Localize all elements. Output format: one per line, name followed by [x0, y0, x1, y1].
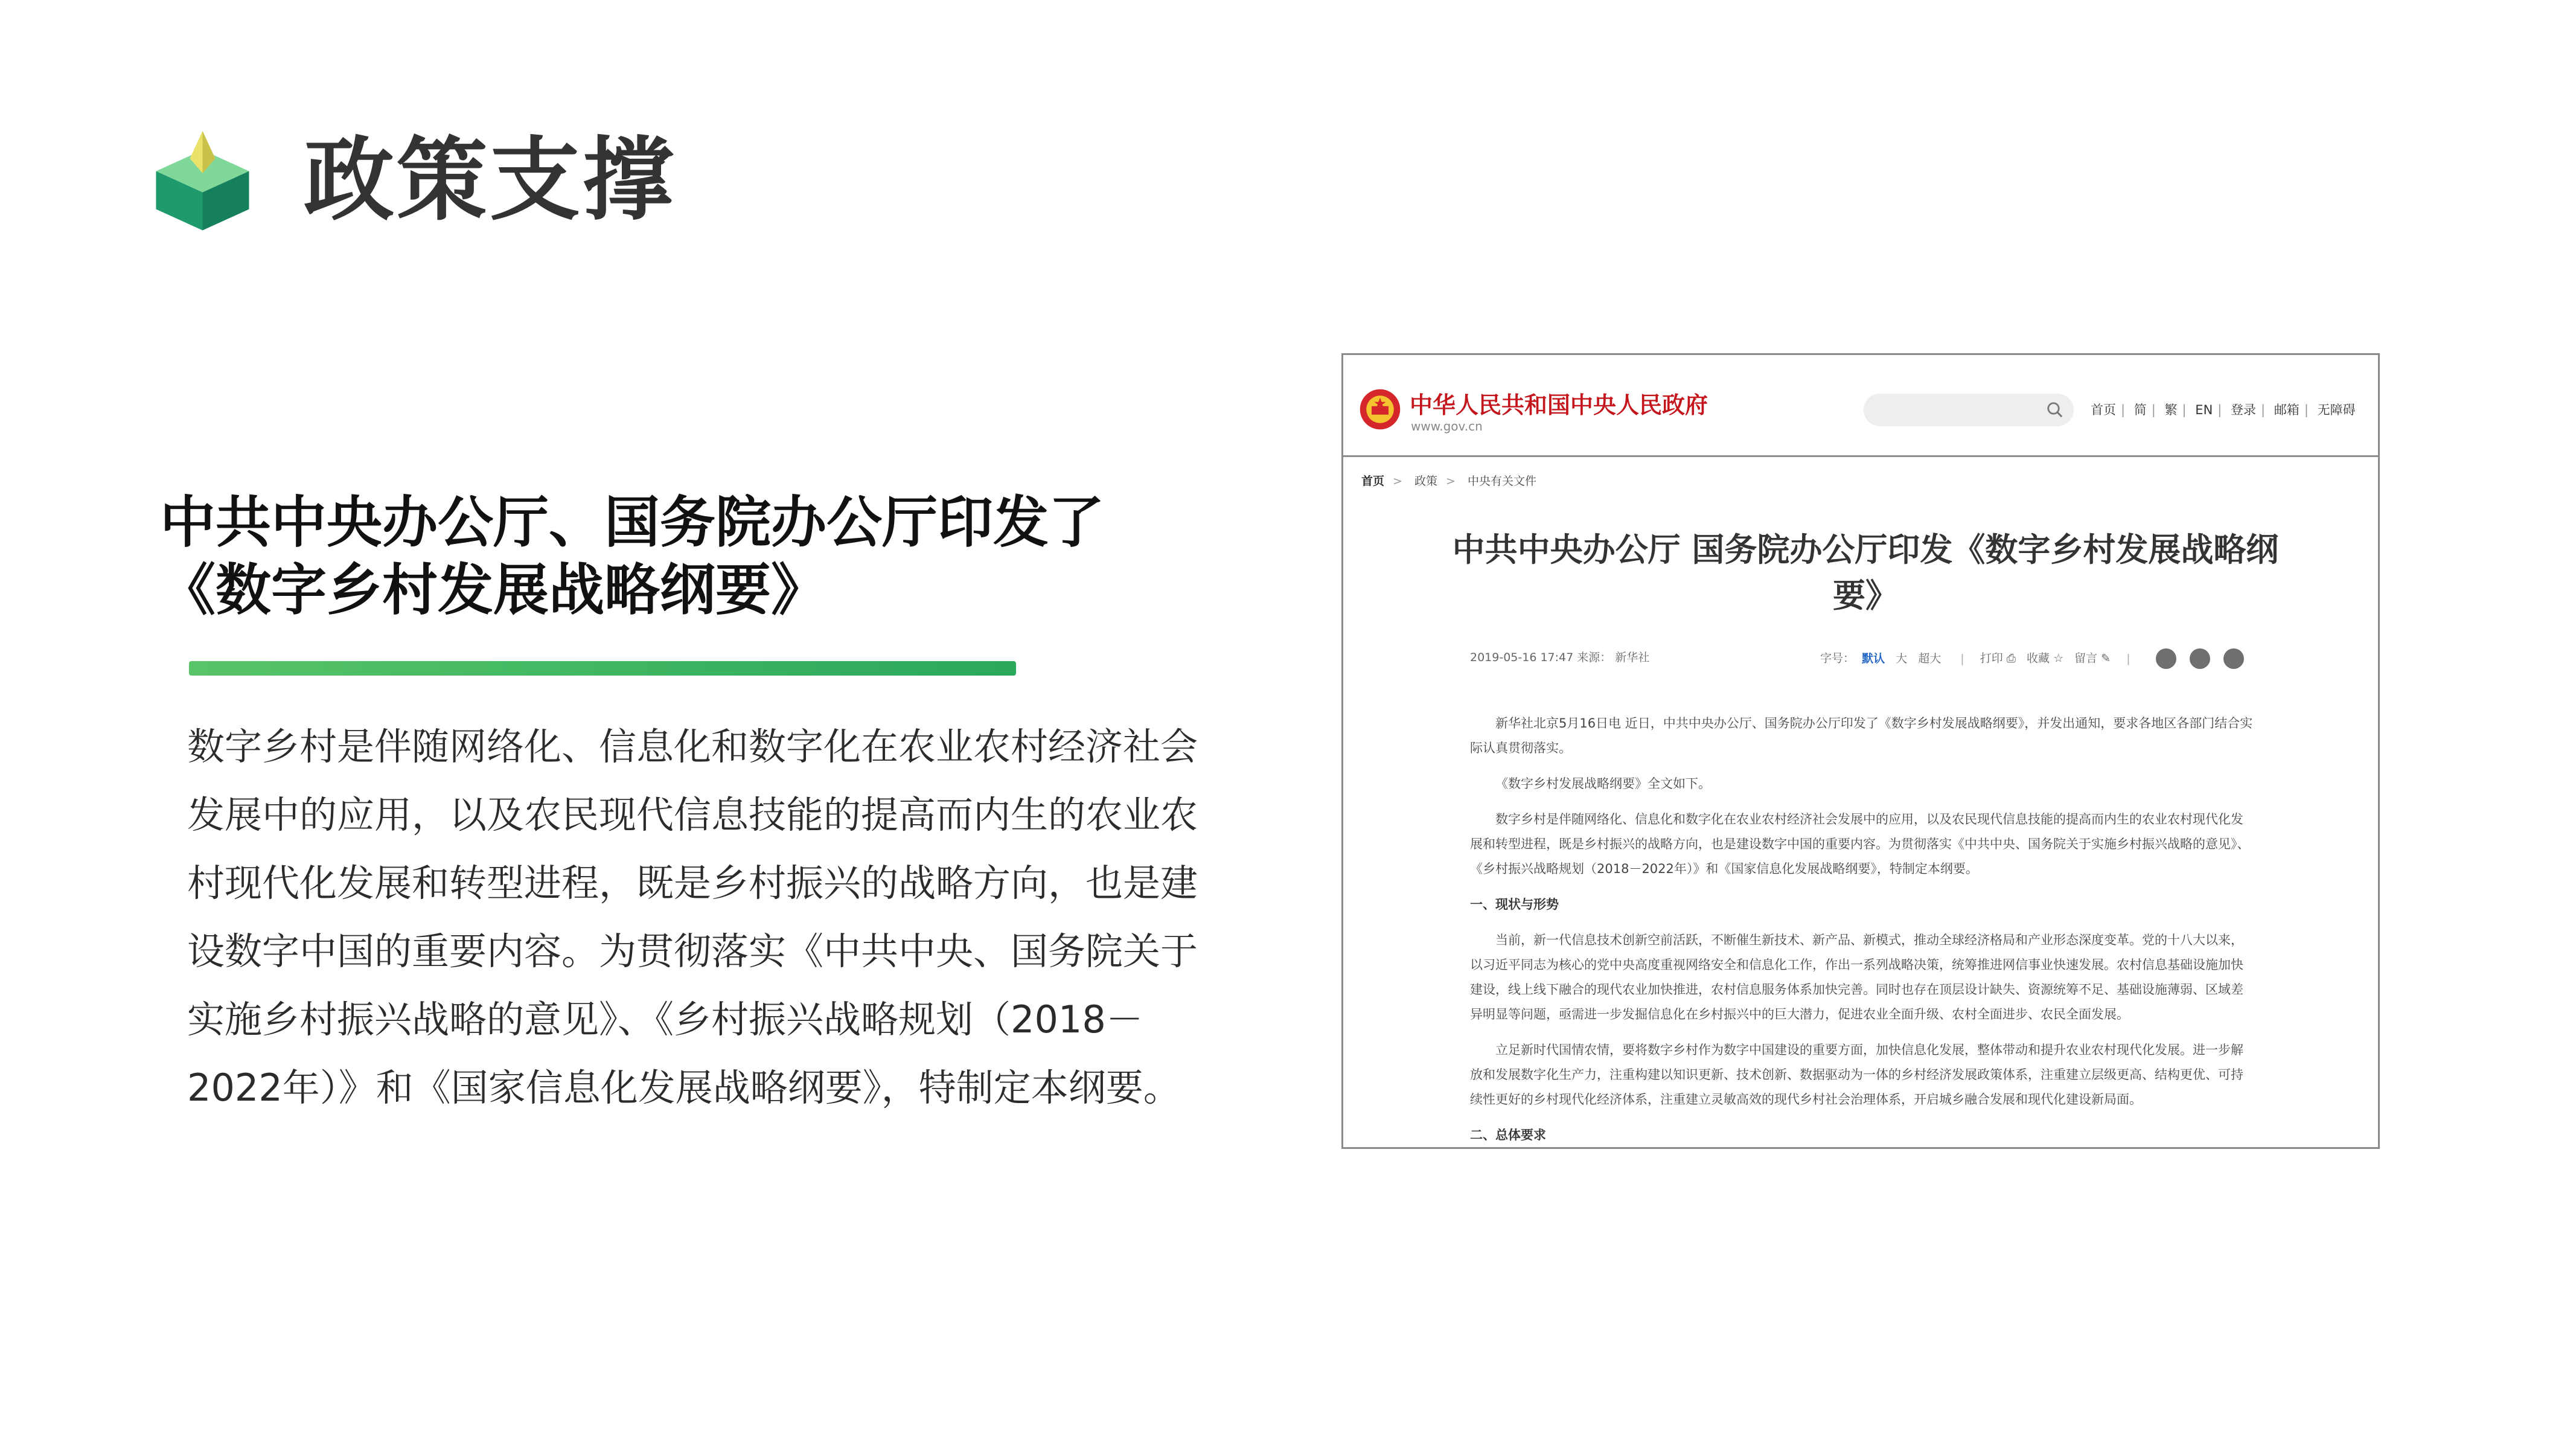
- print-button[interactable]: 打印: [1980, 651, 2003, 665]
- top-link-home[interactable]: 首页: [2091, 403, 2116, 417]
- policy-heading: [160, 489, 1150, 624]
- accent-bar: [189, 661, 1016, 676]
- weibo-icon[interactable]: [2156, 648, 2176, 669]
- breadcrumb-home[interactable]: 首页: [1361, 475, 1385, 488]
- font-size-label: 字号：: [1820, 651, 1855, 665]
- article-paragraph: 立足新时代国情农情，要将数字乡村作为数字中国建设的重要方面，加快信息化发展，整体带动和提升农业农村现代化发展。进一步解放和发展数字化生产力，注重构建以知识更新、技术创新、数据驱动为一体的乡村经济发展政策体系，注重建立层级更高、结构更优、可持续性更好的乡村现代化经济体系，注重建立灵敏高效的现代乡村社会治理体系，开启城乡融合发展和现代化建设新局面。: [1470, 1043, 2243, 1107]
- top-link-simplified[interactable]: 简: [2133, 403, 2147, 417]
- policy-body-text: 数字乡村是伴随网络化、信息化和数字化在农业农村经济社会发展中的应用，以及农民现代信息技能的提高而内生的农业农村现代化发展和转型进程，既是乡村振兴的战略方向，也是建设数字中国的重要内容。为贯彻落实《中共中央、国务院关于实施乡村振兴战略的意见》、《乡村振兴战略规划（2018－2022年）》和《国家信息化发展战略纲要》，特制定本纲要。: [187, 724, 1198, 1110]
- top-link-english[interactable]: EN: [2195, 403, 2213, 417]
- webpage-screenshot: [1341, 353, 2380, 1149]
- top-link-traditional[interactable]: 繁: [2164, 403, 2178, 417]
- pencil-icon: ✎: [2101, 651, 2111, 665]
- article-paragraph: 《数字乡村发展战略纲要》全文如下。: [1495, 776, 1711, 791]
- comment-button[interactable]: 留言: [2074, 651, 2098, 665]
- top-link-accessibility[interactable]: 无障碍: [2317, 403, 2356, 417]
- top-link-mail[interactable]: 邮箱: [2274, 403, 2300, 417]
- header-divider: [1343, 455, 2378, 457]
- site-name[interactable]: 中华人民共和国中央人民政府: [1410, 392, 1708, 418]
- webpage-header: [1343, 355, 2378, 456]
- national-emblem-icon: [1359, 388, 1401, 430]
- breadcrumb-central-docs[interactable]: 中央有关文件: [1467, 475, 1536, 488]
- article-section-heading: 二、总体要求: [1470, 1128, 1546, 1142]
- cube-logo-icon: [150, 127, 255, 232]
- article-date-source: 2019-05-16 17:47 来源： 新华社: [1470, 651, 1650, 664]
- article-paragraph: 数字乡村是伴随网络化、信息化和数字化在农业农村经济社会发展中的应用，以及农民现代信息技能的提高而内生的农业农村现代化发展和转型进程，既是乡村振兴的战略方向，也是建设数字中国的重要内容。为贯彻落实《中共中央、国务院关于实施乡村振兴战略的意见》、《乡村振兴战略规划（2018－2022年）》和《国家信息化发展战略纲要》，特制定本纲要。: [1470, 812, 2250, 876]
- breadcrumb: 首页 > 政策 > 中央有关文件: [1361, 475, 1536, 488]
- slide-title: 政策支撑: [304, 128, 676, 233]
- wechat-icon[interactable]: [2190, 648, 2210, 669]
- article-title: 中共中央办公厅 国务院办公厅印发《数字乡村发展战略纲要》: [1452, 531, 2279, 615]
- breadcrumb-policy[interactable]: 政策: [1414, 475, 1437, 488]
- policy-heading-line1: 中共中央办公厅、国务院办公厅印发了: [160, 490, 1105, 555]
- site-search-box[interactable]: [1864, 394, 2074, 426]
- favorite-button[interactable]: 收藏: [2027, 651, 2050, 665]
- article-paragraph: 当前，新一代信息技术创新空前活跃，不断催生新技术、新产品、新模式，推动全球经济格局和产业形态深度变革。党的十八大以来，以习近平同志为核心的党中央高度重视网络安全和信息化工作，作出一系列战略决策，统筹推进网信事业快速发展。农村信息基础设施加快建设，线上线下融合的现代农业加快推进，农村信息服务体系加快完善。同时也存在顶层设计缺失、资源统筹不足、基础设施薄弱、区域差异明显等问题，亟需进一步发掘信息化在乡村振兴中的巨大潜力，促进农业全面升级、农村全面进步、农民全面发展。: [1470, 933, 2243, 1022]
- printer-icon: ⎙: [2006, 651, 2016, 665]
- font-size-default-button[interactable]: 默认: [1862, 651, 1885, 665]
- policy-heading-line2: 《数字乡村发展战略纲要》: [160, 558, 827, 622]
- article-paragraph: 新华社北京5月16日电 近日，中共中央办公厅、国务院办公厅印发了《数字乡村发展战略纲要》，并发出通知，要求各地区各部门结合实际认真贯彻落实。: [1470, 716, 2253, 755]
- font-size-large-button[interactable]: 大: [1896, 651, 1908, 665]
- top-link-login[interactable]: 登录: [2231, 403, 2257, 417]
- article-section-heading: 一、现状与形势: [1470, 897, 1559, 912]
- top-links: 首页 | 简 | 繁 | EN | 登录 | 邮箱 | 无障碍: [2091, 403, 2356, 417]
- font-size-xlarge-button[interactable]: 超大: [1918, 651, 1942, 665]
- star-icon: ☆: [2053, 651, 2064, 665]
- qzone-icon[interactable]: [2223, 648, 2244, 669]
- article-tools: 字号： 默认 大 超大 | 打印 ⎙ 收藏 ☆ 留言 ✎ |: [1820, 648, 2244, 669]
- article-meta: [1470, 645, 2285, 669]
- site-url: www.gov.cn: [1411, 419, 1483, 433]
- article-body: [1470, 711, 2255, 1149]
- search-icon[interactable]: [2046, 401, 2064, 419]
